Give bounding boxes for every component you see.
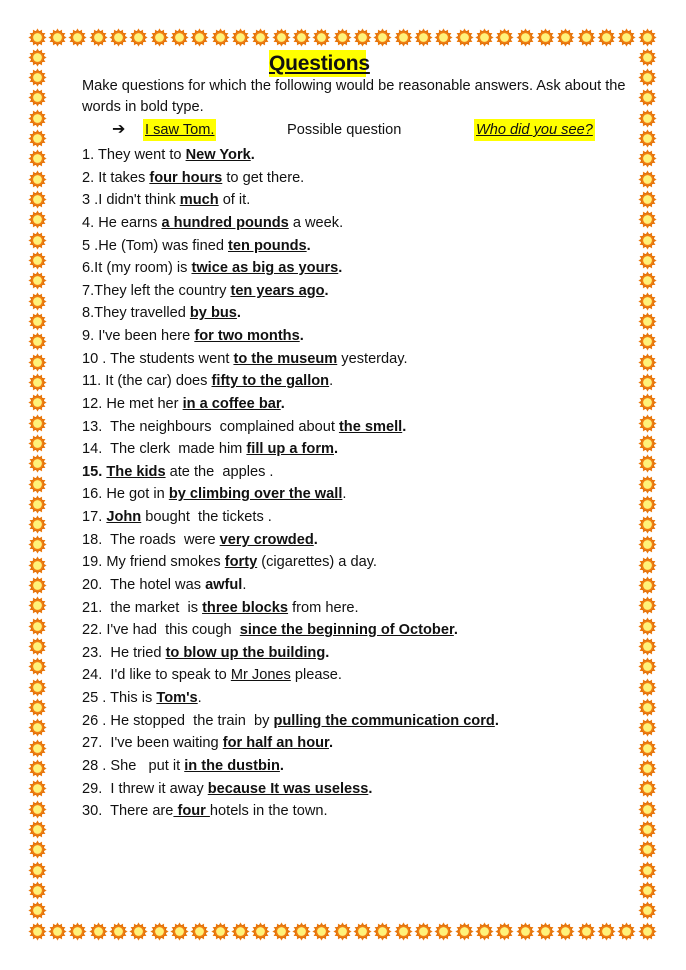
watermark <box>535 922 635 938</box>
target-phrase: the smell <box>338 418 403 435</box>
target-phrase: The kids <box>106 463 166 480</box>
sun-icon <box>129 922 148 941</box>
target-phrase: . <box>236 305 241 322</box>
item-text: They went to <box>94 147 186 163</box>
sun-icon <box>638 820 657 839</box>
target-phrase: twice as big as yours <box>191 260 339 277</box>
item-number: 18. <box>82 531 103 548</box>
sun-icon <box>597 28 616 47</box>
target-phrase: . <box>313 531 318 548</box>
sun-icon <box>251 922 270 941</box>
target-phrase: much <box>179 192 219 209</box>
target-phrase: . <box>338 260 343 277</box>
sun-icon <box>638 922 657 941</box>
item-text: He met her <box>102 395 183 412</box>
sun-icon <box>312 28 331 47</box>
exercise-list <box>82 144 642 823</box>
exercise-item <box>82 393 642 416</box>
target-phrase: awful <box>205 576 243 593</box>
sun-icon <box>28 332 47 351</box>
sun-icon <box>48 28 67 47</box>
sun-icon <box>28 292 47 311</box>
target-phrase: three blocks <box>202 599 289 616</box>
item-text: He stopped the train by <box>106 712 274 729</box>
sun-icon <box>211 922 230 941</box>
exercise-item <box>82 438 642 461</box>
target-phrase: very crowded <box>219 531 314 548</box>
exercise-item <box>82 732 642 755</box>
sun-icon <box>211 28 230 47</box>
sun-icon <box>28 149 47 168</box>
example-label: Possible question <box>287 122 402 138</box>
sun-icon <box>28 922 47 941</box>
item-text: I threw it away <box>102 780 208 797</box>
item-text: . <box>242 576 247 593</box>
target-phrase: forty <box>224 554 258 571</box>
item-number: 4. <box>82 214 95 231</box>
exercise-item <box>82 144 642 167</box>
target-phrase: John <box>106 509 142 525</box>
item-number: 15. <box>82 463 103 480</box>
exercise-item <box>82 167 642 190</box>
item-number: 14. <box>82 441 103 458</box>
exercise-item <box>82 325 642 348</box>
sun-icon <box>638 840 657 859</box>
item-number: 10 . <box>82 350 107 367</box>
item-number: 29. <box>82 780 103 797</box>
target-phrase: . <box>280 395 285 412</box>
sun-icon <box>353 28 372 47</box>
example-row <box>82 119 642 141</box>
target-phrase: for half an hour <box>222 735 329 752</box>
item-text: She put it <box>106 757 185 774</box>
item-text: This is <box>106 690 157 706</box>
sun-icon <box>28 251 47 270</box>
target-phrase: a hundred pounds <box>161 214 289 231</box>
exercise-item <box>82 483 642 506</box>
item-number: 22. <box>82 622 103 639</box>
sun-icon <box>28 861 47 880</box>
item-number: 8. <box>82 305 95 322</box>
sun-icon <box>28 231 47 250</box>
sun-icon <box>638 861 657 880</box>
sun-icon <box>28 414 47 433</box>
target-phrase: . <box>328 735 333 752</box>
sun-icon <box>231 922 250 941</box>
target-phrase: in the dustbin <box>184 757 280 774</box>
sun-icon <box>28 88 47 107</box>
sun-icon <box>150 922 169 941</box>
item-number: 24. <box>82 667 103 684</box>
item-text: He earns <box>94 214 162 231</box>
sun-icon <box>272 28 291 47</box>
right-arrow-icon: ➔ <box>112 121 126 138</box>
sun-icon <box>394 922 413 941</box>
target-phrase: by bus <box>189 305 237 322</box>
target-phrase: for two months <box>194 328 300 344</box>
target-phrase: four hours <box>149 169 223 186</box>
sun-icon <box>190 922 209 941</box>
sun-icon <box>28 170 47 189</box>
item-number: 23. <box>82 644 103 661</box>
target-phrase: ten years ago <box>230 282 325 299</box>
target-phrase: . <box>250 147 255 163</box>
sun-icon <box>394 28 413 47</box>
sun-icon <box>373 28 392 47</box>
sun-icon <box>638 28 657 47</box>
item-number: 19. <box>82 554 103 571</box>
sun-icon <box>333 28 352 47</box>
sun-icon <box>577 28 596 47</box>
target-phrase: . <box>402 418 407 435</box>
sun-icon <box>475 922 494 941</box>
title-highlight <box>269 50 370 77</box>
item-number: 20. <box>82 576 103 593</box>
sun-icon <box>170 922 189 941</box>
exercise-item <box>82 755 642 778</box>
target-phrase: . <box>453 622 458 639</box>
exercise-item <box>82 257 642 280</box>
sun-icon <box>617 28 636 47</box>
sun-icon <box>28 779 47 798</box>
exercise-item <box>82 800 642 823</box>
exercise-item <box>82 710 642 733</box>
sun-icon <box>455 922 474 941</box>
sun-icon <box>231 28 250 47</box>
sun-icon <box>28 210 47 229</box>
item-text: of it. <box>218 192 251 209</box>
exercise-item <box>82 574 642 597</box>
sun-icon <box>28 312 47 331</box>
item-number: 9. <box>82 328 95 344</box>
item-number: 27. <box>82 735 103 752</box>
sun-icon <box>455 28 474 47</box>
item-text: He (Tom) was fined <box>98 237 228 254</box>
sun-icon <box>638 48 657 67</box>
sun-icon <box>475 28 494 47</box>
example-answer: I saw Tom. <box>143 119 216 141</box>
example-question: Who did you see? <box>474 119 595 141</box>
target-phrase: ten pounds <box>228 237 307 254</box>
sun-icon <box>28 434 47 453</box>
item-text: It (my room) is <box>94 260 192 277</box>
sun-icon <box>353 922 372 941</box>
sun-icon <box>190 28 209 47</box>
target-phrase: to blow up the building <box>165 644 326 661</box>
item-number: 12. <box>82 395 103 412</box>
sun-icon <box>28 48 47 67</box>
sun-icon <box>89 28 108 47</box>
item-text: hotels in the town. <box>209 803 328 820</box>
sun-icon <box>28 353 47 372</box>
item-number: 25 . <box>82 690 107 706</box>
item-number: 2. <box>82 169 95 186</box>
item-text: The hotel was <box>102 576 206 593</box>
item-number: 13. <box>82 418 103 435</box>
sun-icon <box>556 28 575 47</box>
item-number: 28 . <box>82 757 107 774</box>
sun-icon <box>28 759 47 778</box>
exercise-item <box>82 778 642 801</box>
sun-icon <box>28 820 47 839</box>
sun-icon <box>292 922 311 941</box>
sun-icon <box>28 495 47 514</box>
item-text: He got in <box>102 486 169 503</box>
sun-icon <box>68 922 87 941</box>
exercise-item <box>82 189 642 212</box>
item-text: My friend smokes <box>102 554 225 571</box>
item-text: They travelled <box>94 305 190 322</box>
sun-icon <box>516 28 535 47</box>
item-number: 6. <box>82 260 95 277</box>
exercise-item <box>82 597 642 620</box>
item-text: I've been here <box>94 328 195 344</box>
item-text: I've had this cough <box>102 622 240 639</box>
sun-icon <box>28 617 47 636</box>
sun-icon <box>28 698 47 717</box>
item-text: It takes <box>94 169 150 186</box>
sun-icon <box>495 28 514 47</box>
sun-icon <box>414 28 433 47</box>
item-text: bought the tickets . <box>141 509 272 525</box>
item-text: The roads were <box>102 531 220 548</box>
exercise-item <box>82 551 642 574</box>
target-phrase: in a coffee bar <box>182 395 281 412</box>
item-text: It (the car) does <box>101 373 212 390</box>
target-phrase: . <box>325 644 330 661</box>
sun-icon <box>434 28 453 47</box>
item-text: from here. <box>288 599 359 616</box>
exercise-item <box>82 619 642 642</box>
target-phrase: . <box>324 282 329 299</box>
item-text: to get there. <box>222 169 305 186</box>
exercise-item <box>82 280 642 303</box>
item-number: 16. <box>82 486 103 503</box>
sun-icon <box>150 28 169 47</box>
item-number: 11. <box>82 373 102 390</box>
sun-icon <box>536 28 555 47</box>
exercise-item <box>82 235 642 258</box>
item-text: I'd like to speak to <box>102 667 231 684</box>
sun-icon <box>28 393 47 412</box>
item-number: 5 . <box>82 237 99 254</box>
sun-icon <box>638 901 657 920</box>
item-text: The clerk made him <box>102 441 247 458</box>
sun-icon <box>28 800 47 819</box>
target-phrase: . <box>306 237 311 254</box>
sun-icon <box>109 28 128 47</box>
sun-icon <box>28 68 47 87</box>
item-text: a week. <box>288 214 344 231</box>
exercise-item <box>82 302 642 325</box>
target-phrase: . <box>299 328 304 344</box>
sun-icon <box>28 109 47 128</box>
sun-icon <box>89 922 108 941</box>
exercise-item <box>82 212 642 235</box>
sun-icon <box>170 28 189 47</box>
sun-icon <box>28 718 47 737</box>
item-number: 30. <box>82 803 103 820</box>
target-phrase: to the museum <box>233 350 338 367</box>
sun-icon <box>434 922 453 941</box>
sun-icon <box>28 515 47 534</box>
sun-icon <box>28 840 47 859</box>
sun-icon <box>28 271 47 290</box>
item-text: please. <box>290 667 342 684</box>
target-phrase: pulling the communication cord <box>273 712 495 729</box>
item-text: . <box>329 373 334 390</box>
item-text: They left the country <box>94 282 231 299</box>
exercise-item <box>82 687 642 710</box>
target-phrase: Mr Jones <box>230 667 291 684</box>
item-number: 21. <box>82 599 103 616</box>
exercise-item <box>82 370 642 393</box>
exercise-item <box>82 664 642 687</box>
sun-icon <box>373 922 392 941</box>
sun-icon <box>28 637 47 656</box>
target-phrase: . <box>368 780 373 797</box>
exercise-item <box>82 529 642 552</box>
target-phrase: Tom's <box>156 690 198 706</box>
target-phrase: fill up a form <box>246 441 334 458</box>
sun-icon <box>109 922 128 941</box>
target-phrase: fifty to the gallon <box>211 373 330 390</box>
item-text: ate the apples . <box>165 463 274 480</box>
exercise-item <box>82 461 642 484</box>
target-phrase: . <box>333 441 339 458</box>
sun-icon <box>28 475 47 494</box>
sun-icon <box>28 454 47 473</box>
sun-icon <box>28 596 47 615</box>
item-text: . <box>197 690 202 706</box>
item-text: I didn't think <box>98 192 180 209</box>
target-phrase: by climbing over the wall <box>168 486 343 503</box>
sun-icon <box>251 28 270 47</box>
sun-icon <box>292 28 311 47</box>
sun-icon <box>28 535 47 554</box>
item-text: I've been waiting <box>102 735 223 752</box>
item-number: 7. <box>82 282 95 299</box>
target-phrase: four <box>173 803 210 820</box>
sun-icon <box>28 881 47 900</box>
sun-icon <box>28 657 47 676</box>
item-number: 3 . <box>82 192 99 209</box>
sun-icon <box>272 922 291 941</box>
sun-icon <box>68 28 87 47</box>
sun-icon <box>28 190 47 209</box>
item-text: . <box>342 486 347 503</box>
item-text: He tried <box>102 644 166 661</box>
sun-icon <box>28 373 47 392</box>
sun-icon <box>129 28 148 47</box>
sun-icon <box>414 922 433 941</box>
sun-icon <box>495 922 514 941</box>
exercise-item <box>82 348 642 371</box>
sun-icon <box>48 922 67 941</box>
sun-icon <box>28 576 47 595</box>
sun-icon <box>28 556 47 575</box>
target-phrase: . <box>279 757 284 774</box>
sun-icon <box>28 901 47 920</box>
exercise-item <box>82 506 642 529</box>
sun-icon <box>312 922 331 941</box>
item-number: 1. <box>82 147 95 163</box>
sun-icon <box>333 922 352 941</box>
sun-icon <box>28 129 47 148</box>
sun-icon <box>516 922 535 941</box>
item-number: 17. <box>82 509 103 525</box>
exercise-item <box>82 642 642 665</box>
item-text: There are <box>102 803 174 820</box>
exercise-item <box>82 416 642 439</box>
sun-icon <box>28 739 47 758</box>
sun-icon <box>638 881 657 900</box>
target-phrase: because It was useless <box>207 780 369 797</box>
sun-icon <box>28 678 47 697</box>
sun-icon <box>28 28 47 47</box>
target-phrase: since the beginning of October <box>239 622 454 639</box>
item-number: 26 . <box>82 712 107 729</box>
item-text: The neighbours complained about <box>102 418 339 435</box>
target-phrase: . <box>494 712 499 729</box>
page-title: Questions <box>269 52 370 75</box>
item-text: yesterday. <box>337 350 408 367</box>
target-phrase: New York <box>185 147 251 163</box>
item-text: the market is <box>102 599 203 616</box>
instructions: Make questions for which the following would be reasonable answers. Ask about the words in bold type. <box>82 78 626 115</box>
item-text: The students went <box>106 350 234 367</box>
item-text: (cigarettes) a day. <box>257 554 377 571</box>
